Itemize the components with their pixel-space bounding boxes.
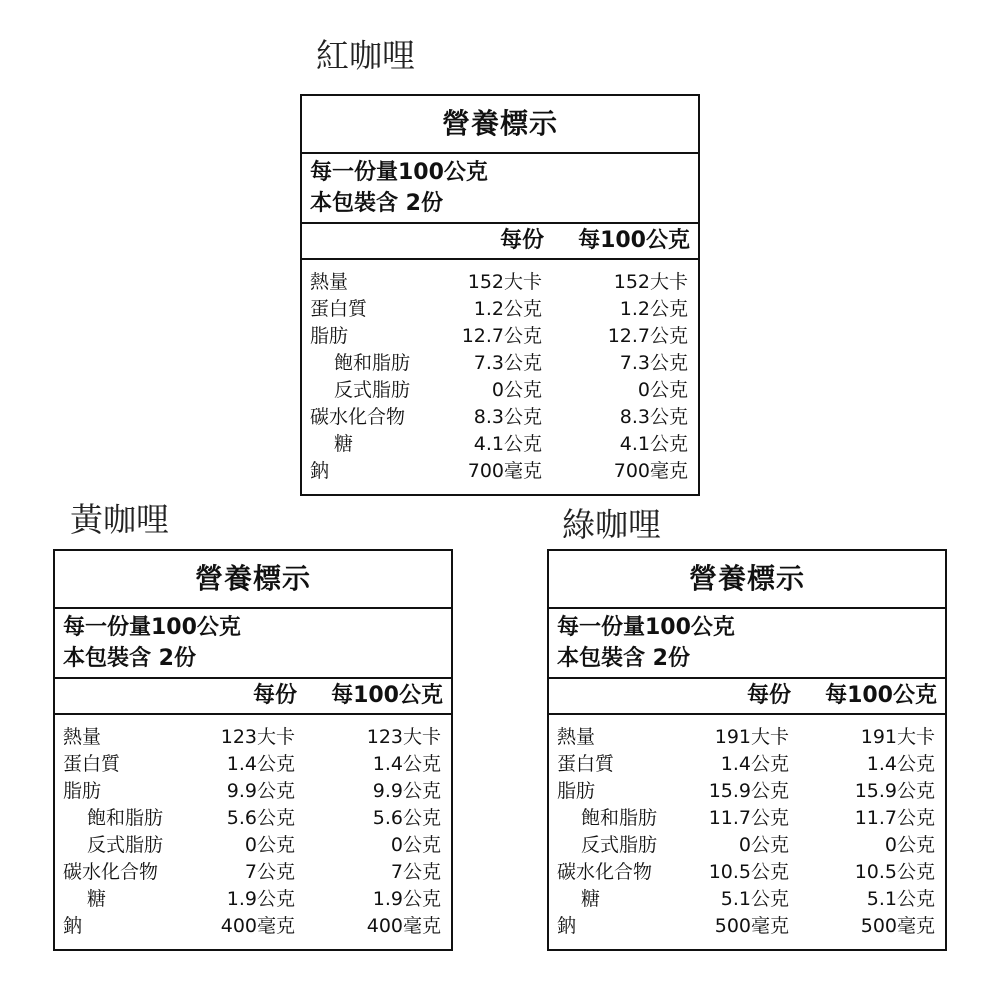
caption-green-curry: 綠咖哩 bbox=[562, 505, 661, 544]
per-100g-value: 1.2公克 bbox=[619, 298, 688, 320]
nutrient-row-carbohydrate bbox=[310, 404, 690, 431]
nutrient-name: 糖 bbox=[334, 433, 354, 455]
label-title: 營養標示 bbox=[549, 551, 945, 609]
nutrient-name: 脂肪 bbox=[557, 780, 596, 802]
nutrient-row-trans-fat bbox=[557, 832, 937, 859]
nutrient-rows bbox=[55, 715, 451, 949]
per-serving-value: 0公克 bbox=[738, 834, 789, 856]
col-per-100g: 每100公克 bbox=[578, 228, 690, 253]
per-serving-value: 8.3公克 bbox=[473, 406, 542, 428]
nutrient-name: 脂肪 bbox=[310, 325, 349, 347]
nutrient-name: 鈉 bbox=[310, 460, 330, 482]
nutrient-name: 碳水化合物 bbox=[63, 861, 159, 883]
serving-info bbox=[302, 154, 698, 224]
per-100g-value: 700毫克 bbox=[613, 460, 688, 482]
per-serving-value: 5.6公克 bbox=[226, 807, 295, 829]
per-serving-value: 700毫克 bbox=[467, 460, 542, 482]
nutrient-name: 鈉 bbox=[557, 915, 577, 937]
per-100g-value: 500毫克 bbox=[860, 915, 935, 937]
nutrient-row-saturated-fat bbox=[557, 805, 937, 832]
per-serving-value: 1.9公克 bbox=[226, 888, 295, 910]
per-serving-value: 1.2公克 bbox=[473, 298, 542, 320]
nutrition-label-red-curry bbox=[300, 94, 700, 496]
per-serving-value: 15.9公克 bbox=[708, 780, 789, 802]
nutrient-row-saturated-fat bbox=[63, 805, 443, 832]
nutrient-name: 碳水化合物 bbox=[310, 406, 406, 428]
per-100g-value: 0公克 bbox=[390, 834, 441, 856]
nutrient-name: 脂肪 bbox=[63, 780, 102, 802]
per-serving-value: 10.5公克 bbox=[708, 861, 789, 883]
nutrient-name: 蛋白質 bbox=[557, 753, 615, 775]
nutrient-row-sodium bbox=[557, 913, 937, 940]
per-100g-value: 11.7公克 bbox=[854, 807, 935, 829]
per-serving-value: 9.9公克 bbox=[226, 780, 295, 802]
per-100g-value: 5.6公克 bbox=[372, 807, 441, 829]
label-title: 營養標示 bbox=[302, 96, 698, 154]
caption-red-curry: 紅咖哩 bbox=[316, 36, 415, 75]
per-serving-value: 0公克 bbox=[244, 834, 295, 856]
per-serving-value: 400毫克 bbox=[220, 915, 295, 937]
per-serving-value: 152大卡 bbox=[467, 271, 542, 293]
serving-size: 每一份量100公克 bbox=[557, 615, 735, 640]
nutrient-row-saturated-fat bbox=[310, 350, 690, 377]
nutrient-name: 蛋白質 bbox=[63, 753, 121, 775]
nutrient-row-sugar bbox=[63, 886, 443, 913]
nutrient-row-fat bbox=[63, 778, 443, 805]
col-per-100g: 每100公克 bbox=[825, 683, 937, 708]
servings-per-pack: 本包裝含 2份 bbox=[63, 646, 196, 671]
per-100g-value: 0公克 bbox=[637, 379, 688, 401]
nutrient-row-sugar bbox=[310, 431, 690, 458]
per-serving-value: 1.4公克 bbox=[720, 753, 789, 775]
nutrient-row-calories bbox=[310, 269, 690, 296]
per-serving-value: 4.1公克 bbox=[473, 433, 542, 455]
per-100g-value: 7公克 bbox=[390, 861, 441, 883]
per-100g-value: 1.4公克 bbox=[372, 753, 441, 775]
nutrient-name: 熱量 bbox=[310, 271, 349, 293]
col-per-serving: 每份 bbox=[499, 228, 544, 253]
serving-info bbox=[55, 609, 451, 679]
per-serving-value: 0公克 bbox=[491, 379, 542, 401]
column-header bbox=[549, 679, 945, 715]
serving-size: 每一份量100公克 bbox=[310, 160, 488, 185]
per-100g-value: 1.9公克 bbox=[372, 888, 441, 910]
nutrient-row-fat bbox=[557, 778, 937, 805]
nutrient-name: 碳水化合物 bbox=[557, 861, 653, 883]
column-header bbox=[302, 224, 698, 260]
per-100g-value: 4.1公克 bbox=[619, 433, 688, 455]
nutrient-rows bbox=[302, 260, 698, 494]
nutrient-rows bbox=[549, 715, 945, 949]
label-title: 營養標示 bbox=[55, 551, 451, 609]
nutrient-row-sodium bbox=[63, 913, 443, 940]
per-100g-value: 400毫克 bbox=[366, 915, 441, 937]
per-100g-value: 15.9公克 bbox=[854, 780, 935, 802]
per-serving-value: 500毫克 bbox=[714, 915, 789, 937]
per-100g-value: 1.4公克 bbox=[866, 753, 935, 775]
nutrient-row-calories bbox=[557, 724, 937, 751]
nutrient-row-sugar bbox=[557, 886, 937, 913]
nutrient-name: 飽和脂肪 bbox=[334, 352, 411, 374]
serving-info bbox=[549, 609, 945, 679]
per-serving-value: 12.7公克 bbox=[461, 325, 542, 347]
per-serving-value: 1.4公克 bbox=[226, 753, 295, 775]
nutrition-label-yellow-curry bbox=[53, 549, 453, 951]
per-100g-value: 0公克 bbox=[884, 834, 935, 856]
nutrient-name: 熱量 bbox=[63, 726, 102, 748]
per-100g-value: 9.9公克 bbox=[372, 780, 441, 802]
per-serving-value: 7.3公克 bbox=[473, 352, 542, 374]
per-serving-value: 191大卡 bbox=[714, 726, 789, 748]
nutrient-name: 反式脂肪 bbox=[334, 379, 411, 401]
per-100g-value: 10.5公克 bbox=[854, 861, 935, 883]
nutrient-name: 反式脂肪 bbox=[581, 834, 658, 856]
column-header bbox=[55, 679, 451, 715]
nutrient-row-carbohydrate bbox=[63, 859, 443, 886]
nutrient-row-fat bbox=[310, 323, 690, 350]
per-100g-value: 5.1公克 bbox=[866, 888, 935, 910]
per-serving-value: 123大卡 bbox=[220, 726, 295, 748]
nutrient-row-carbohydrate bbox=[557, 859, 937, 886]
per-serving-value: 11.7公克 bbox=[708, 807, 789, 829]
nutrient-row-sodium bbox=[310, 458, 690, 485]
servings-per-pack: 本包裝含 2份 bbox=[557, 646, 690, 671]
per-100g-value: 8.3公克 bbox=[619, 406, 688, 428]
per-100g-value: 152大卡 bbox=[613, 271, 688, 293]
per-100g-value: 7.3公克 bbox=[619, 352, 688, 374]
nutrient-name: 糖 bbox=[87, 888, 107, 910]
nutrient-name: 鈉 bbox=[63, 915, 83, 937]
nutrient-name: 熱量 bbox=[557, 726, 596, 748]
col-per-100g: 每100公克 bbox=[331, 683, 443, 708]
nutrient-name: 蛋白質 bbox=[310, 298, 368, 320]
nutrient-row-protein bbox=[557, 751, 937, 778]
servings-per-pack: 本包裝含 2份 bbox=[310, 191, 443, 216]
nutrient-name: 反式脂肪 bbox=[87, 834, 164, 856]
per-100g-value: 123大卡 bbox=[366, 726, 441, 748]
col-per-serving: 每份 bbox=[252, 683, 297, 708]
col-per-serving: 每份 bbox=[746, 683, 791, 708]
nutrient-row-calories bbox=[63, 724, 443, 751]
serving-size: 每一份量100公克 bbox=[63, 615, 241, 640]
caption-yellow-curry: 黃咖哩 bbox=[70, 500, 169, 539]
nutrient-name: 飽和脂肪 bbox=[581, 807, 658, 829]
per-serving-value: 5.1公克 bbox=[720, 888, 789, 910]
nutrition-label-green-curry bbox=[547, 549, 947, 951]
per-100g-value: 12.7公克 bbox=[607, 325, 688, 347]
nutrient-row-protein bbox=[63, 751, 443, 778]
per-serving-value: 7公克 bbox=[244, 861, 295, 883]
nutrient-row-trans-fat bbox=[63, 832, 443, 859]
nutrient-name: 飽和脂肪 bbox=[87, 807, 164, 829]
per-100g-value: 191大卡 bbox=[860, 726, 935, 748]
nutrient-name: 糖 bbox=[581, 888, 601, 910]
nutrient-row-trans-fat bbox=[310, 377, 690, 404]
nutrient-row-protein bbox=[310, 296, 690, 323]
